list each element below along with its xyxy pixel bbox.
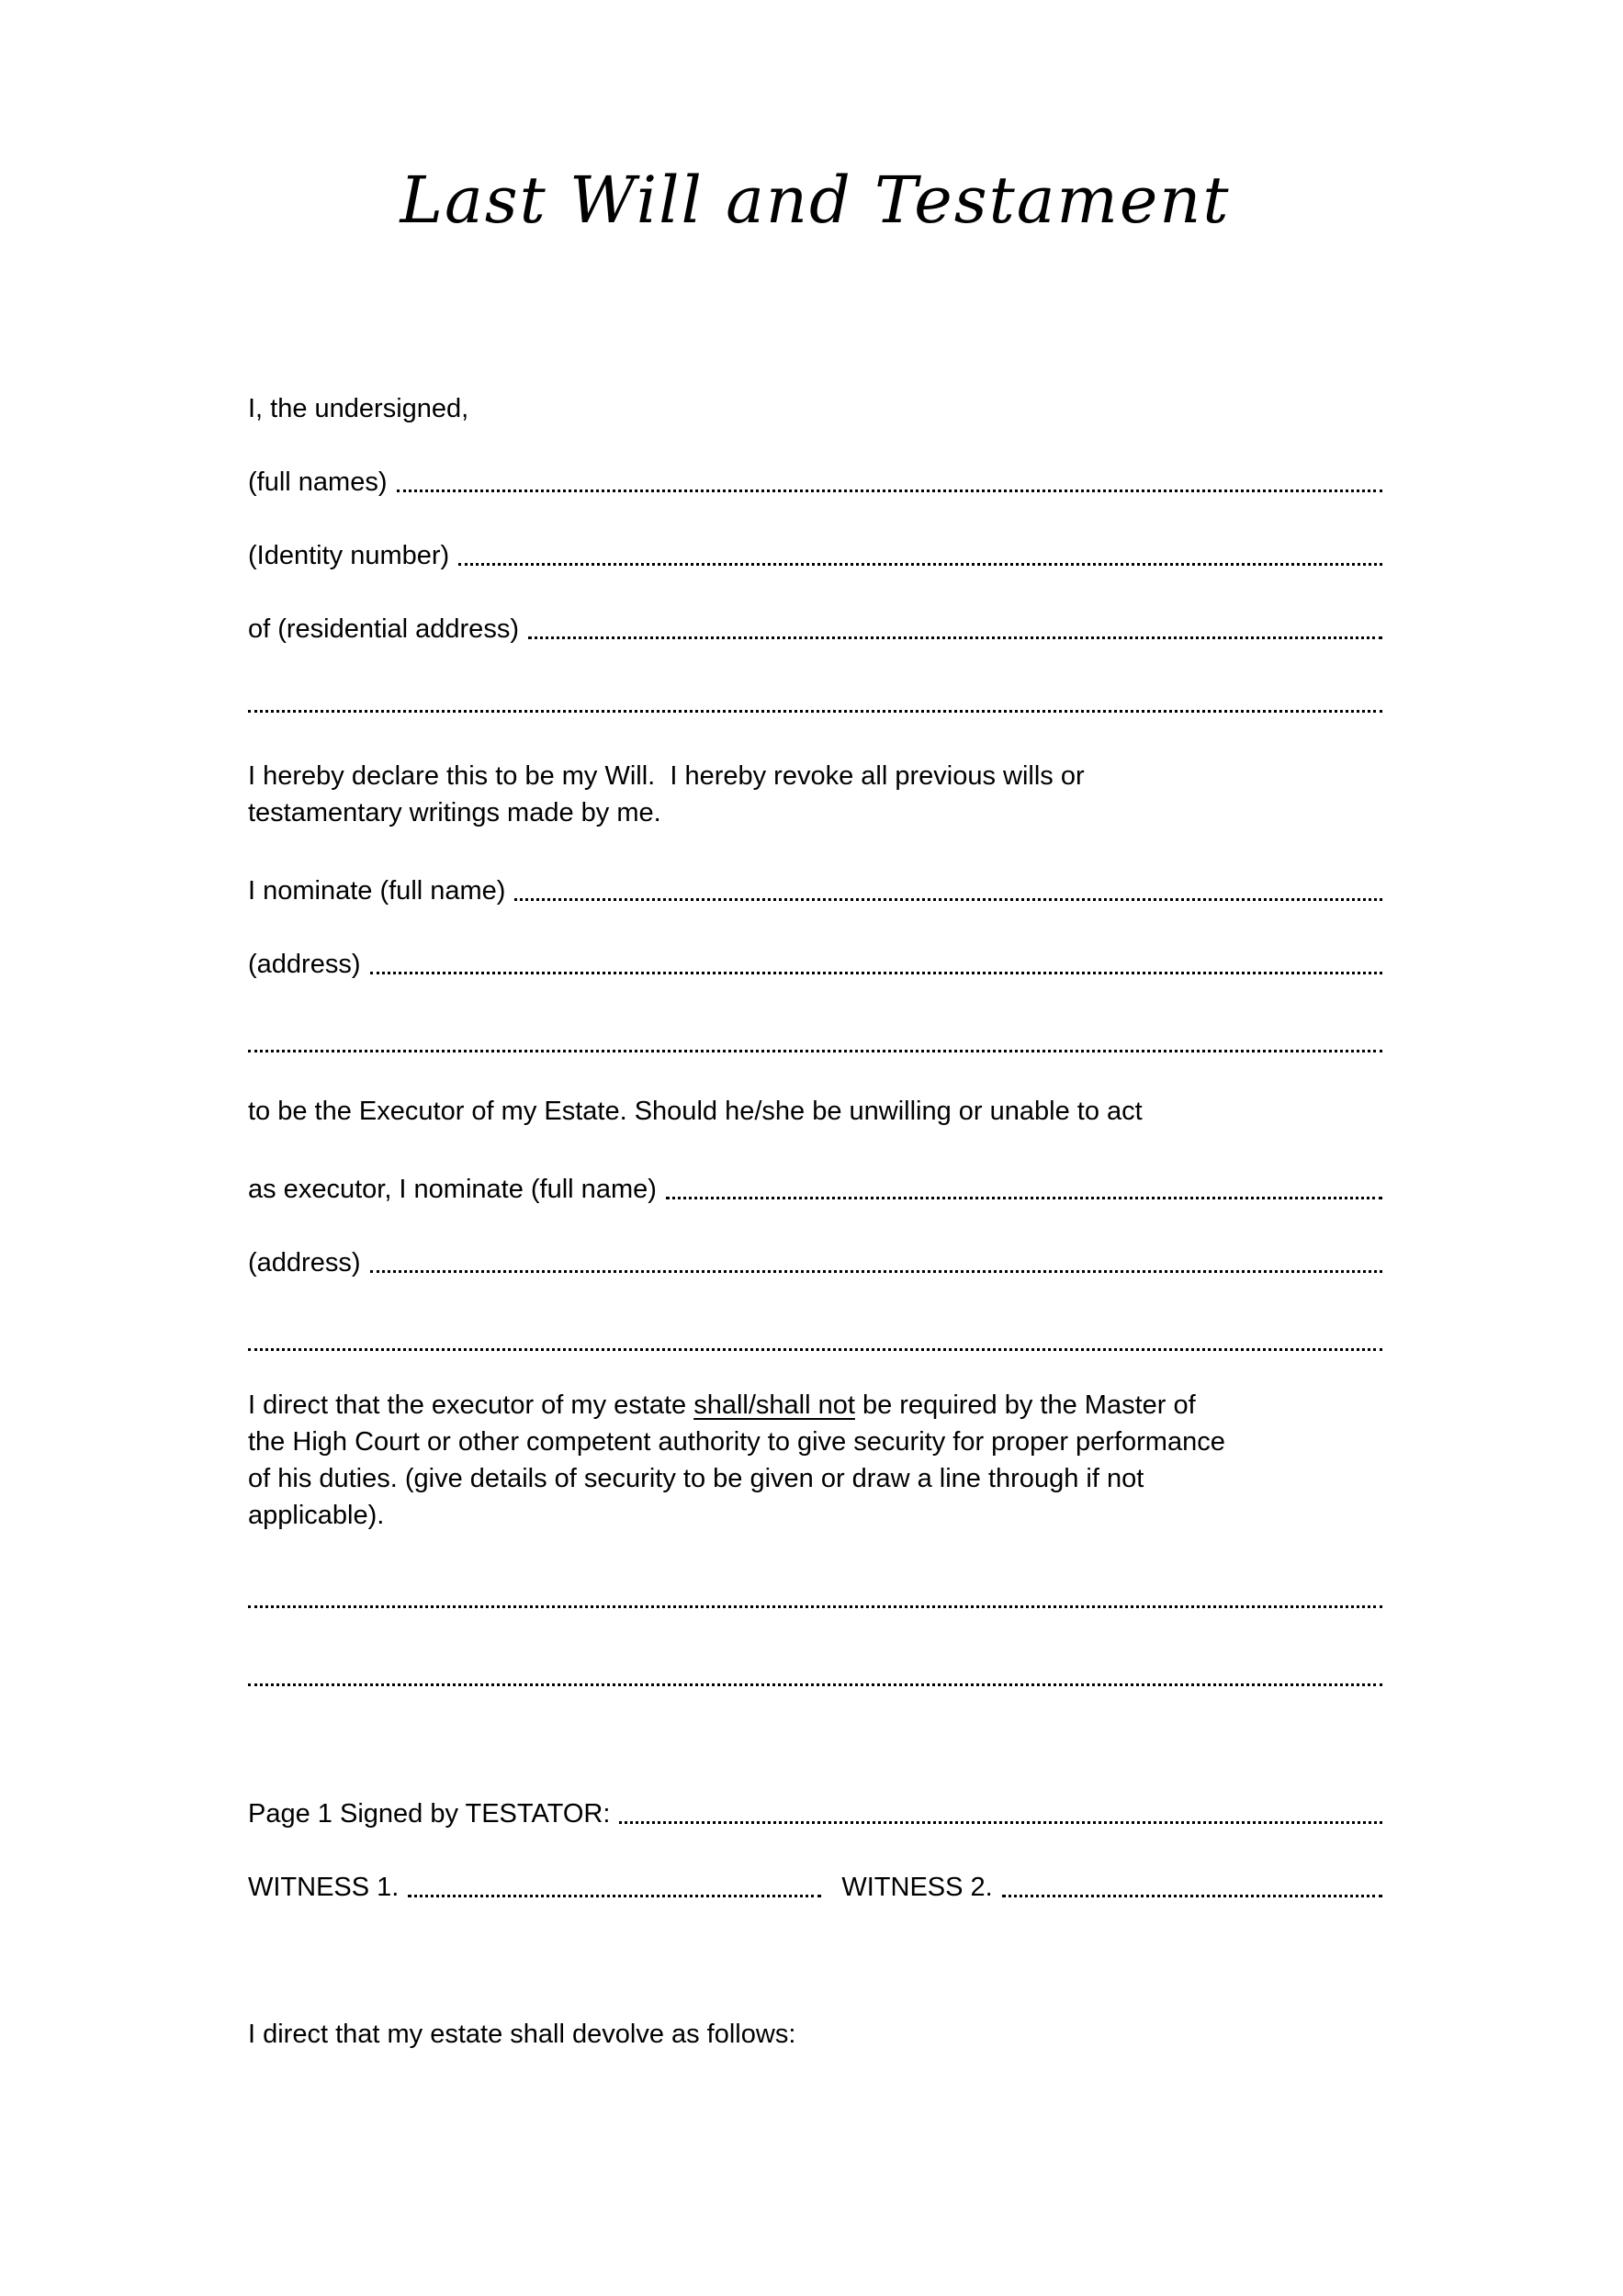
testator-signature-row <box>248 1795 1382 1832</box>
nominate-executor-row <box>248 872 1382 909</box>
security-clause-line1-post: be required by the Master of <box>854 1390 1196 1420</box>
declaration-line-2: testamentary writings made by me. <box>248 798 661 827</box>
residential-address-blank[interactable] <box>528 611 1382 639</box>
alternate-executor-blank[interactable] <box>666 1171 1382 1199</box>
identity-number-label: (Identity number) <box>248 541 450 570</box>
intro-text: I, the undersigned, <box>248 394 469 423</box>
executor-address-label: (address) <box>248 950 361 979</box>
security-details-row-1 <box>248 1580 1382 1616</box>
nominate-executor-blank[interactable] <box>514 872 1382 901</box>
residential-address-continuation-row <box>248 684 1382 721</box>
alternate-address-label: (address) <box>248 1248 361 1277</box>
witness2-signature-blank[interactable] <box>1002 1869 1382 1897</box>
alternate-address-blank[interactable] <box>370 1244 1383 1273</box>
identity-number-blank[interactable] <box>458 537 1382 566</box>
testator-signature-label: Page 1 Signed by TESTATOR: <box>248 1799 611 1829</box>
security-clause-line1-pre: I direct that the executor of my estate <box>248 1390 694 1420</box>
executor-address-blank-line2[interactable] <box>248 1024 1382 1052</box>
witnesses-signature-row <box>248 1869 1382 1906</box>
intro-row <box>248 390 1382 427</box>
executor-clause-text: to be the Executor of my Estate. Should he/she be unwilling or unable to act <box>248 1097 1143 1126</box>
security-clause-line-1 <box>248 1387 1382 1424</box>
full-names-blank[interactable] <box>397 464 1383 492</box>
residential-address-blank-line2[interactable] <box>248 684 1382 713</box>
residential-address-row <box>248 611 1382 647</box>
witness2-label: WITNESS 2. <box>841 1873 993 1902</box>
security-clause-underlined-choice: shall/shall not <box>693 1390 855 1420</box>
security-details-row-2 <box>248 1658 1382 1694</box>
security-clause-line-3: of his duties. (give details of security to be given or draw a line through if not <box>248 1464 1144 1493</box>
executor-address-row <box>248 946 1382 983</box>
executor-address-blank[interactable] <box>370 946 1383 974</box>
declaration-line-1: I hereby declare this to be my Will. I hereby revoke all previous wills or <box>248 761 1085 791</box>
devolve-row <box>248 2016 1382 2053</box>
security-clause-line-4: applicable). <box>248 1501 385 1530</box>
declaration-paragraph <box>248 758 1382 831</box>
executor-address-continuation-row <box>248 1024 1382 1061</box>
alternate-address-continuation-row <box>248 1322 1382 1359</box>
alternate-executor-label: as executor, I nominate (full name) <box>248 1175 657 1204</box>
security-details-blank-1[interactable] <box>248 1580 1382 1608</box>
security-clause-line-2: the High Court or other competent authority to give security for proper performance <box>248 1427 1225 1457</box>
alternate-executor-row <box>248 1171 1382 1208</box>
identity-number-row <box>248 537 1382 574</box>
alternate-address-row <box>248 1244 1382 1281</box>
witness1-label: WITNESS 1. <box>248 1873 400 1902</box>
alternate-address-blank-line2[interactable] <box>248 1322 1382 1351</box>
devolve-text: I direct that my estate shall devolve as follows: <box>248 2020 796 2049</box>
residential-address-label: of (residential address) <box>248 614 519 644</box>
full-names-label: (full names) <box>248 467 388 497</box>
security-details-blank-2[interactable] <box>248 1658 1382 1686</box>
nominate-executor-label: I nominate (full name) <box>248 876 506 906</box>
witness1-signature-blank[interactable] <box>408 1869 821 1897</box>
security-clause-paragraph <box>248 1387 1382 1534</box>
testator-signature-blank[interactable] <box>619 1795 1382 1824</box>
document-title: Last Will and Testament <box>400 163 1231 238</box>
executor-clause-row <box>248 1093 1382 1130</box>
full-names-row <box>248 464 1382 501</box>
